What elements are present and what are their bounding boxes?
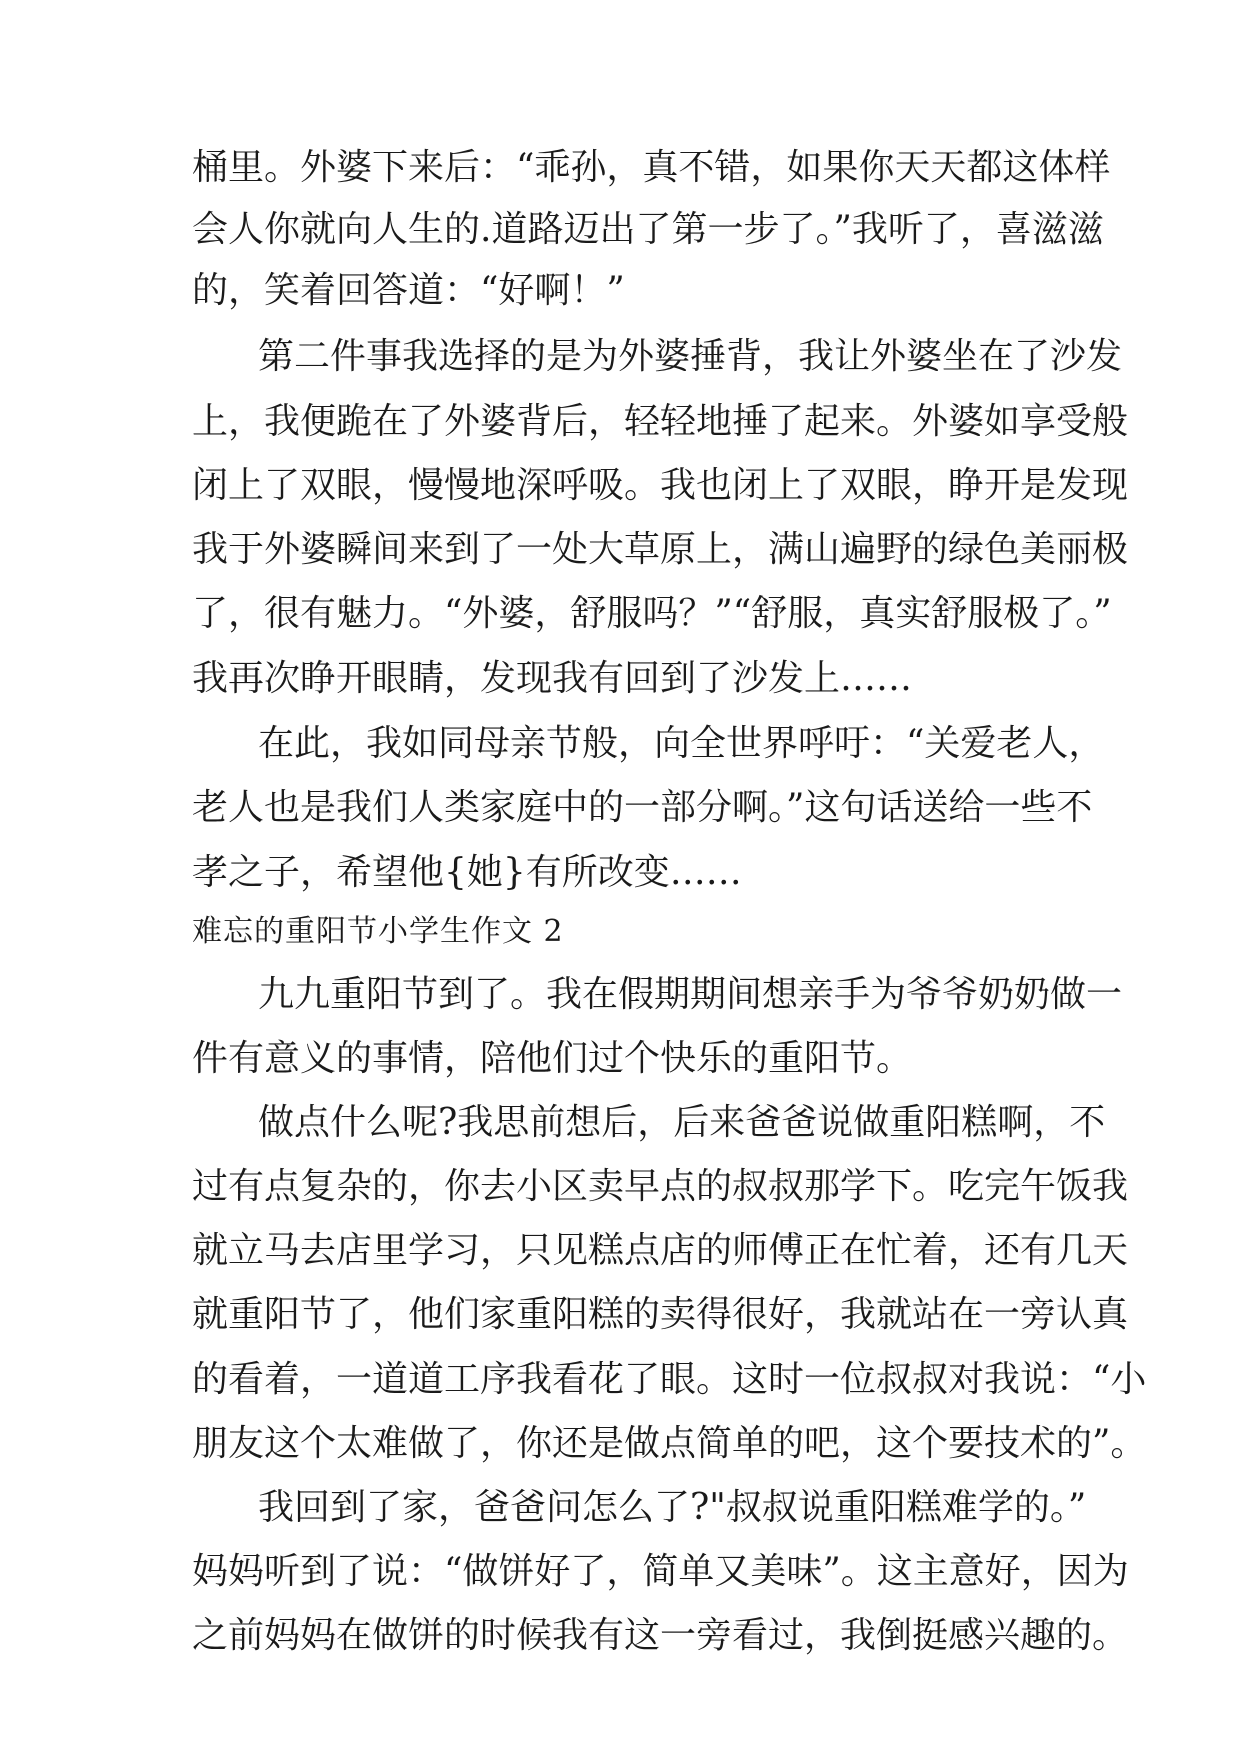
text-line: 的，笑着回答道：“好啊！” [192,270,625,311]
text-line: 过有点复杂的，你去小区卖早点的叔叔那学下。吃完午饭我 [192,1166,1129,1207]
text-line: 的看着，一道道工序我看花了眼。这时一位叔叔对我说：“小 [192,1359,1147,1400]
text-line: 我于外婆瞬间来到了一处大草原上，满山遍野的绿色美丽极 [192,529,1129,570]
paragraph-first-line: 做点什么呢?我思前想后，后来爸爸说做重阳糕啊，不 [258,1102,1106,1143]
text-line: 就立马去店里学习，只见糕点店的师傅正在忙着，还有几天 [192,1230,1129,1271]
paragraph-first-line: 第二件事我选择的是为外婆捶背，我让外婆坐在了沙发 [258,336,1123,377]
text-line: 闭上了双眼，慢慢地深呼吸。我也闭上了双眼，睁开是发现 [192,465,1129,506]
paragraph-first-line: 九九重阳节到了。我在假期期间想亲手为爷爷奶奶做一 [258,974,1123,1015]
section-heading: 难忘的重阳节小学生作文 2 [192,914,564,949]
text-line: 之前妈妈在做饼的时候我有这一旁看过，我倒挺感兴趣的。 [192,1615,1129,1656]
text-line: 会人你就向人生的.道路迈出了第一步了。”我听了，喜滋滋 [192,209,1104,250]
text-line: 老人也是我们人类家庭中的一部分啊。”这句话送给一些不 [192,787,1093,828]
text-line: 了，很有魅力。“外婆，舒服吗？”“舒服，真实舒服极了。” [192,593,1112,634]
text-line: 妈妈听到了说：“做饼好了，简单又美味”。这主意好，因为 [192,1551,1129,1592]
text-line: 桶里。外婆下来后：“乖孙，真不错，如果你天天都这体样 [192,147,1111,188]
text-line: 件有意义的事情，陪他们过个快乐的重阳节。 [192,1038,913,1079]
text-line: 朋友这个太难做了，你还是做点简单的吧，这个要技术的”。 [192,1423,1147,1464]
text-line: 上，我便跪在了外婆背后，轻轻地捶了起来。外婆如享受般 [192,401,1129,442]
text-line: 孝之子，希望他{她}有所改变…… [192,852,742,893]
paragraph-first-line: 我回到了家，爸爸问怎么了?"叔叔说重阳糕难学的。” [258,1487,1087,1528]
paragraph-first-line: 在此，我如同母亲节般，向全世界呼吁：“关爱老人， [258,723,1105,764]
text-line: 就重阳节了，他们家重阳糕的卖得很好，我就站在一旁认真 [192,1294,1129,1335]
text-line: 我再次睁开眼睛，发现我有回到了沙发上…… [192,658,913,699]
